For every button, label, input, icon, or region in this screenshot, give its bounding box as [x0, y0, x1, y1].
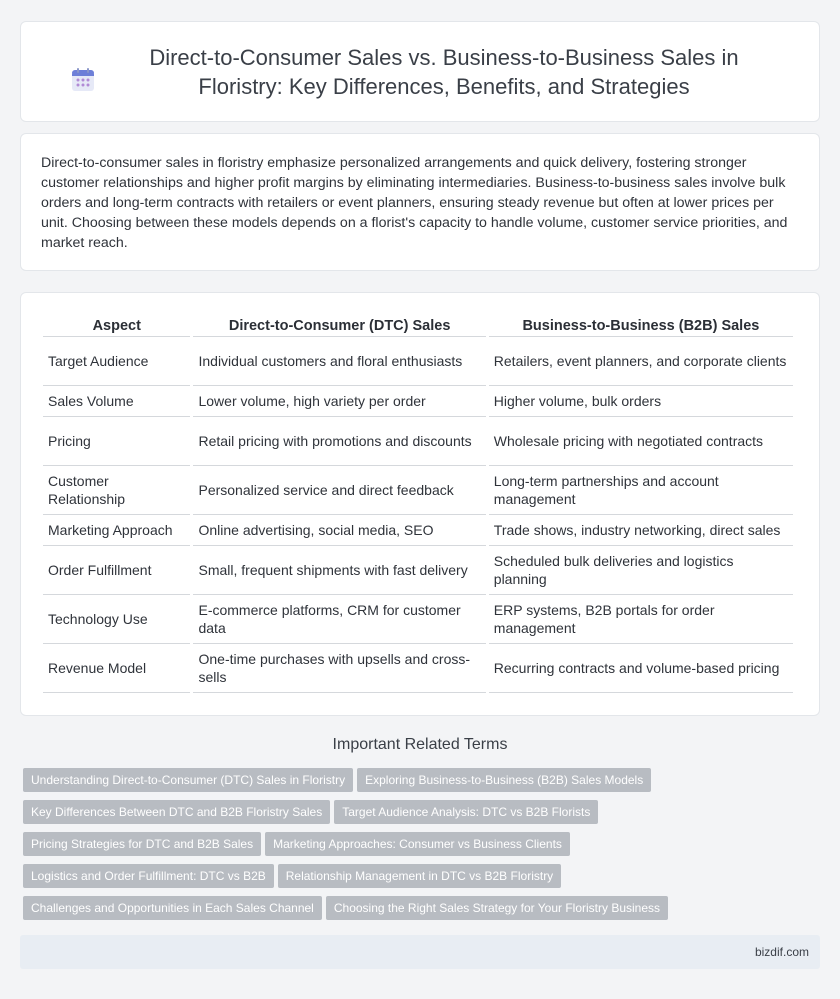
cell-aspect: Marketing Approach: [43, 515, 190, 546]
cell-aspect: Sales Volume: [43, 386, 190, 417]
cell-aspect: Order Fulfillment: [43, 546, 190, 595]
cell-dtc: Lower volume, high variety per order: [193, 386, 485, 417]
comparison-table: [40, 313, 796, 693]
cell-aspect: Customer Relationship: [43, 466, 190, 515]
cell-b2b: Retailers, event planners, and corporate clients: [489, 337, 793, 386]
cell-dtc: One-time purchases with upsells and cross-sells: [193, 644, 485, 693]
related-term-tag[interactable]: Key Differences Between DTC and B2B Floristry Sales: [23, 800, 330, 824]
cell-dtc: Retail pricing with promotions and discounts: [193, 417, 485, 466]
cell-b2b: Wholesale pricing with negotiated contracts: [489, 417, 793, 466]
cell-b2b: Long-term partnerships and account management: [489, 466, 793, 515]
comparison-table-card: [20, 292, 820, 716]
table-row: [43, 644, 793, 693]
table-row: [43, 337, 793, 386]
cell-dtc: Online advertising, social media, SEO: [193, 515, 485, 546]
cell-b2b: Trade shows, industry networking, direct sales: [489, 515, 793, 546]
cell-b2b: Recurring contracts and volume-based pricing: [489, 644, 793, 693]
cell-aspect: Target Audience: [43, 337, 190, 386]
header-card: [20, 21, 820, 122]
related-term-tag[interactable]: Logistics and Order Fulfillment: DTC vs B2B: [23, 864, 274, 888]
related-term-tag[interactable]: Marketing Approaches: Consumer vs Business Clients: [265, 832, 570, 856]
cell-aspect: Revenue Model: [43, 644, 190, 693]
calendar-icon: [70, 67, 96, 93]
table-row: [43, 546, 793, 595]
cell-b2b: Higher volume, bulk orders: [489, 386, 793, 417]
cell-dtc: Personalized service and direct feedback: [193, 466, 485, 515]
table-row: [43, 466, 793, 515]
related-term-tag[interactable]: Challenges and Opportunities in Each Sales Channel: [23, 896, 322, 920]
cell-dtc: E-commerce platforms, CRM for customer data: [193, 595, 485, 644]
footer-site-link[interactable]: bizdif.com: [754, 945, 809, 959]
footer: [20, 935, 820, 969]
summary-text: Direct-to-consumer sales in floristry emphasize personalized arrangements and quick delivery, fostering stronger customer relationships and higher profit margins by eliminating intermediaries. Business-to-business sales involve bulk orders and long-term contracts with retailers or event planners, ensuring steady revenue but often at lower prices per unit. Choosing between these models depends on a florist's capacity to handle volume, customer service priorities, and market reach.: [41, 155, 788, 251]
header-b2b: Business-to-Business (B2B) Sales: [489, 313, 793, 337]
related-term-tag[interactable]: Choosing the Right Sales Strategy for Your Floristry Business: [326, 896, 668, 920]
header-dtc: Direct-to-Consumer (DTC) Sales: [193, 313, 485, 337]
related-term-tag[interactable]: Pricing Strategies for DTC and B2B Sales: [23, 832, 261, 856]
header-aspect: Aspect: [43, 313, 190, 337]
related-term-tag[interactable]: Relationship Management in DTC vs B2B Floristry: [278, 864, 561, 888]
related-terms-list: [23, 768, 813, 928]
table-row: [43, 595, 793, 644]
cell-b2b: ERP systems, B2B portals for order management: [489, 595, 793, 644]
cell-b2b: Scheduled bulk deliveries and logistics planning: [489, 546, 793, 595]
table-row: [43, 417, 793, 466]
related-term-tag[interactable]: Exploring Business-to-Business (B2B) Sales Models: [357, 768, 651, 792]
related-term-tag[interactable]: Target Audience Analysis: DTC vs B2B Florists: [334, 800, 598, 824]
cell-aspect: Technology Use: [43, 595, 190, 644]
related-term-tag[interactable]: Understanding Direct-to-Consumer (DTC) Sales in Floristry: [23, 768, 353, 792]
table-row: [43, 386, 793, 417]
page-title: Direct-to-Consumer Sales vs. Business-to-Business Sales in Floristry: Key Differences, Benefits, and Strategies: [149, 44, 739, 99]
cell-dtc: Small, frequent shipments with fast delivery: [193, 546, 485, 595]
cell-dtc: Individual customers and floral enthusiasts: [193, 337, 485, 386]
cell-aspect: Pricing: [43, 417, 190, 466]
table-row: [43, 515, 793, 546]
related-terms-title: Important Related Terms: [332, 736, 508, 753]
summary-card: [20, 133, 820, 271]
